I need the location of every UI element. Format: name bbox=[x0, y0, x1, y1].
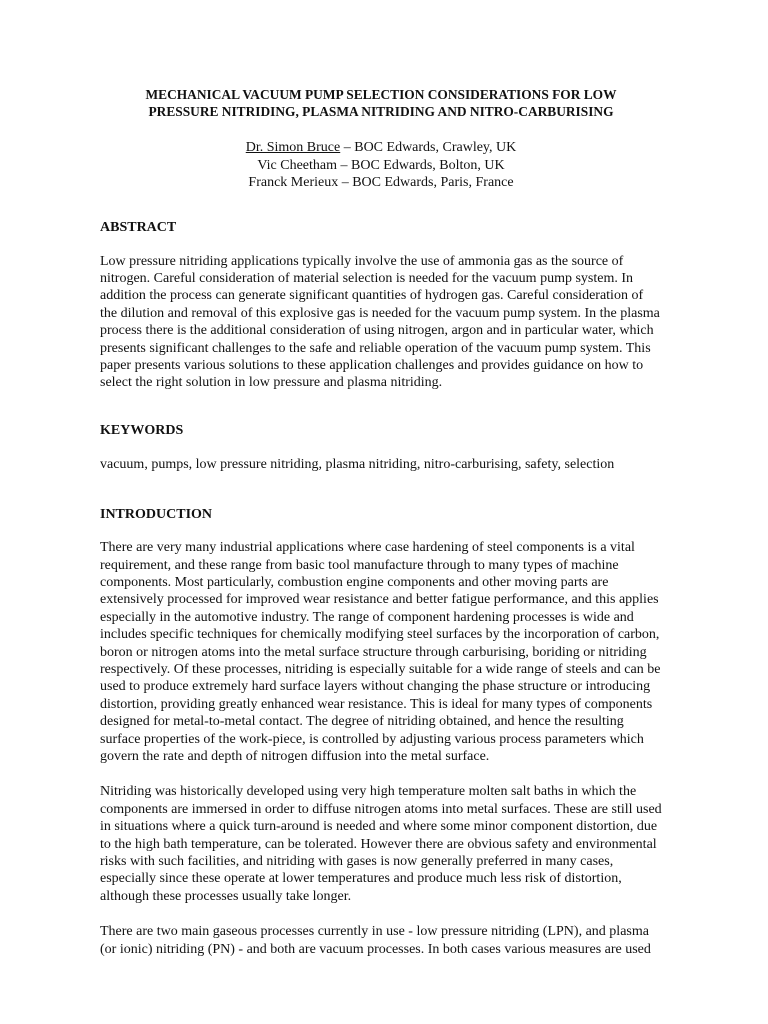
paper-title bbox=[100, 86, 662, 120]
author-affiliation: – BOC Edwards, Crawley, UK bbox=[340, 140, 517, 155]
keywords-text: vacuum, pumps, low pressure nitriding, plasma nitriding, nitro-carburising, safety, selection bbox=[100, 456, 615, 472]
title-line-1: MECHANICAL VACUUM PUMP SELECTION CONSIDERATIONS FOR LOW bbox=[145, 87, 617, 102]
author-name: Dr. Simon Bruce bbox=[245, 140, 341, 155]
author-name: Vic Cheetham bbox=[257, 157, 337, 173]
intro-paragraph: Nitriding was historically developed using very high temperature molten salt baths in which the components are immersed in order to diffuse nitrogen atoms into metal surfaces. These are still used in situations where a quick turn-around is needed and where some minor component distortion, due to the high bath temperature, can be tolerated. However there are obvious safety and environmental risks with such facilities, and nitriding with gases is now generally preferred in many cases, especially since these operate at lower temperatures and produce much less risk of distortion, although these processes usually take longer. bbox=[100, 784, 662, 904]
paper-page bbox=[100, 86, 662, 958]
intro-paragraph: There are two main gaseous processes currently in use - low pressure nitriding (LPN), and plasma (or ionic) nitriding (PN) - and both are vacuum processes. In both cases various measures are used bbox=[100, 924, 651, 957]
author-line bbox=[100, 174, 662, 192]
title-line-2: PRESSURE NITRIDING, PLASMA NITRIDING AND NITRO-CARBURISING bbox=[148, 104, 614, 119]
author-line bbox=[100, 139, 662, 157]
author-name: Franck Merieux bbox=[248, 175, 339, 190]
author-affiliation: – BOC Edwards, Bolton, UK bbox=[337, 157, 505, 173]
keywords-heading: KEYWORDS bbox=[100, 422, 184, 438]
author-list bbox=[100, 139, 662, 192]
introduction-heading: INTRODUCTION bbox=[100, 507, 213, 523]
intro-paragraph: There are very many industrial applications where case hardening of steel components is a vital requirement, and these range from basic tool manufacture through to many types of machine components. Most particularly, combustion engine components and other moving parts are extensively processed for improved wear resistance and better fatigue performance, and this applies especially in the automotive industry. The range of component hardening processes is wide and includes specific techniques for chemically modifying steel surfaces by the incorporation of carbon, boron or nitrogen atoms into the metal surface structure through carburising, boriding or nitriding respectively. Of these processes, nitriding is especially suitable for a wide range of steels and can be used to produce extremely hard surface layers without changing the phase structure or introducing distortion, providing greatly enhanced wear resistance. This is ideal for many types of components designed for metal-to-metal contact. The degree of nitriding obtained, and hence the resulting surface properties of the work-piece, is controlled by adjusting various process parameters which govern the rate and depth of nitrogen diffusion into the metal surface. bbox=[100, 540, 661, 765]
author-affiliation: – BOC Edwards, Paris, France bbox=[338, 175, 514, 190]
abstract-text: Low pressure nitriding applications typically involve the use of ammonia gas as the source of nitrogen. Careful consideration of material selection is needed for the vacuum pump system. In addition the process can generate significant quantities of hydrogen gas. Careful consideration of the dilution and removal of this explosive gas is needed for the vacuum pump system. In the plasma process there is the additional consideration of using nitrogen, argon and in particular water, which presents significant challenges to the safe and reliable operation of the vacuum pump system. This paper presents various solutions to these application challenges and provides guidance on how to select the right solution in low pressure and plasma nitriding. bbox=[100, 253, 660, 391]
abstract-heading: ABSTRACT bbox=[100, 219, 177, 235]
author-line bbox=[100, 157, 662, 175]
